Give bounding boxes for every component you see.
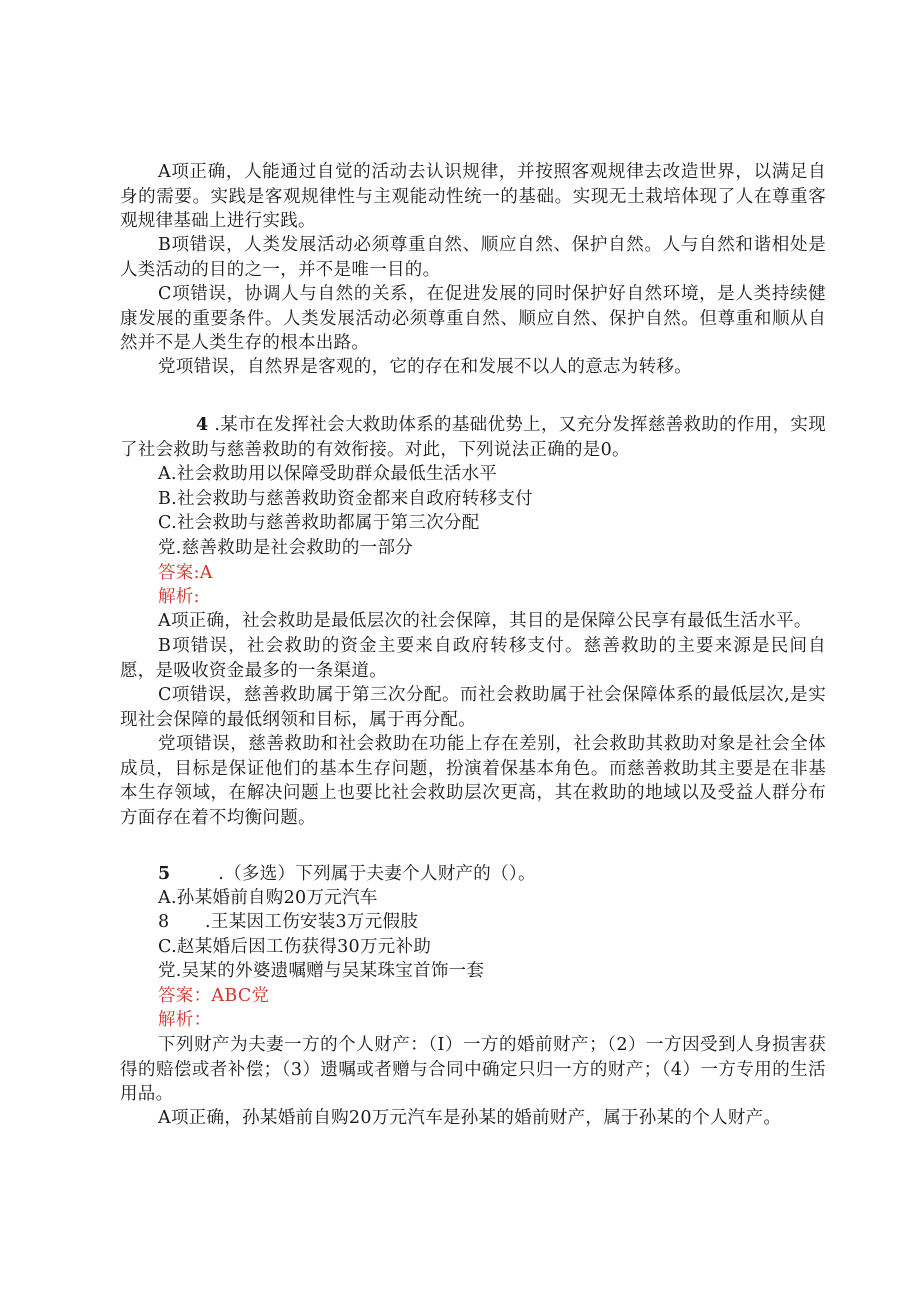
question-5-option-b: 8 .王某因工伤安装3万元假肢	[158, 912, 419, 932]
question-5-text: .（多选）下列属于夫妻个人财产的（）。	[218, 864, 536, 884]
question-4-option-c: C.社会救助与慈善救助都属于第三次分配	[158, 513, 480, 533]
question-5-analysis-label: 解析：	[158, 1010, 212, 1030]
question-4-option-d: 党.慈善救助是社会救助的一部分	[158, 538, 414, 558]
question-4-option-a: A.社会救助用以保障受助群众最低生活水平	[158, 464, 498, 484]
prev-analysis-d: 党项错误，自然界是客观的，它的存在和发展不以人的意志为转移。	[158, 357, 692, 377]
question-4-stem	[120, 413, 826, 462]
question-5-analysis-a: A项正确，孙某婚前自购20万元汽车是孙某的婚前财产，属于孙某的个人财产。	[158, 1108, 782, 1128]
prev-analysis-b: B项错误，人类发展活动必须尊重自然、顺应自然、保护自然。人与自然和谐相处是人类活动的目的之一，并不是唯一目的。	[120, 235, 826, 280]
question-5-option-a: A.孙某婚前自购20万元汽车	[158, 888, 378, 908]
question-5-option-c: C.赵某婚后因工伤获得30万元补助	[158, 937, 432, 957]
prev-analysis-a: A项正确，人能通过自觉的活动去认识规律，并按照客观规律去改造世界，以满足自身的需要。实践是客观规律性与主观能动性统一的基础。实现无土栽培体现了人在尊重客观规律基础上进行实践。	[120, 162, 826, 231]
question-4-option-b: B.社会救助与慈善救助资金都来自政府转移支付	[158, 489, 534, 509]
question-4-analysis-a: A项正确，社会救助是最低层次的社会保障，其目的是保障公民享有最低生活水平。	[158, 611, 812, 631]
question-5-stem	[158, 862, 536, 887]
question-5-analysis-rule: 下列财产为夫妻一方的个人财产：（I）一方的婚前财产；（2）一方因受到人身损害获得的赔偿或者补偿；（3）遗嘱或者赠与合同中确定只归一方的财产；（4）一方专用的生活用品。	[120, 1035, 826, 1104]
question-4-number: 4	[196, 415, 209, 435]
question-4-analysis-c: C项错误，慈善救助属于第三次分配。而社会救助属于社会保障体系的最低层次,是实现社会保障的最低纲领和目标，属于再分配。	[120, 685, 826, 730]
question-4-text: .某市在发挥社会大救助体系的基础优势上，又充分发挥慈善救助的作用，实现了社会救助与慈善救助的有效衔接。对此，下列说法正确的是0。	[120, 415, 826, 460]
question-5-number: 5	[158, 864, 171, 884]
question-4-analysis-d: 党项错误，慈善救助和社会救助在功能上存在差别，社会救助其救助对象是社会全体成员，目标是保证他们的基本生存问题，扮演着保基本角色。而慈善救助其主要是在非基本生存领域，在解决问题上也要比社会救助层次更高，其在救助的地域以及受益人群分布方面存在着不均衡问题。	[120, 734, 826, 828]
question-5-option-d: 党.吴某的外婆遗嘱赠与吴某珠宝首饰一套	[158, 961, 485, 981]
question-5-answer: 答案：ABC党	[158, 986, 270, 1006]
question-4-answer: 答案:A	[158, 563, 213, 583]
question-4-analysis-b: B项错误，社会救助的资金主要来自政府转移支付。慈善救助的主要来源是民间自愿，是吸收资金最多的一条渠道。	[120, 636, 826, 681]
prev-analysis-c: C项错误，协调人与自然的关系，在促进发展的同时保护好自然环境，是人类持续健康发展的重要条件。人类发展活动必须尊重自然、顺应自然、保护自然。但尊重和顺从自然并不是人类生存的根本出路。	[120, 284, 826, 353]
question-4-analysis-label: 解析:	[158, 587, 200, 607]
